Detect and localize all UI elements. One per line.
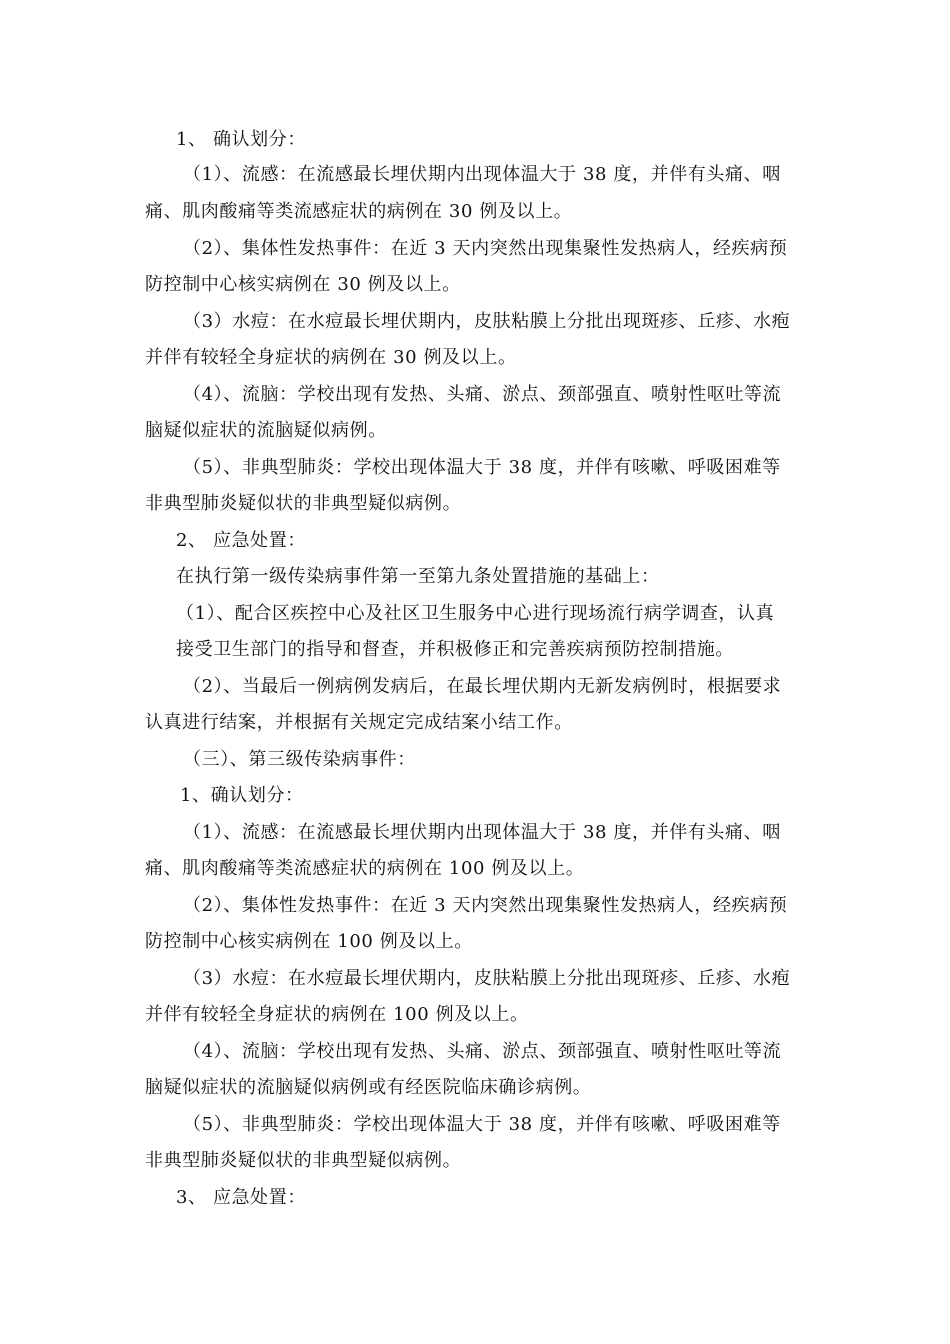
- paragraph-line: 痛、肌肉酸痛等类流感症状的病例在 100 例及以上。: [145, 858, 585, 879]
- paragraph-line: （5）、非典型肺炎：学校出现体温大于 38 度，并伴有咳嗽、呼吸困难等: [183, 1114, 781, 1135]
- paragraph-line: 认真进行结案，并根据有关规定完成结案小结工作。: [145, 712, 573, 733]
- paragraph-line: （5）、非典型肺炎：学校出现体温大于 38 度，并伴有咳嗽、呼吸困难等: [183, 457, 781, 478]
- section-heading: （三）、第三级传染病事件：: [183, 749, 416, 770]
- paragraph-line: 并伴有较轻全身症状的病例在 100 例及以上。: [145, 1004, 529, 1025]
- paragraph-line: （1）、配合区疾控中心及社区卫生服务中心进行现场流行病学调查，认真: [176, 603, 775, 624]
- paragraph-line: 并伴有较轻全身症状的病例在 30 例及以上。: [145, 347, 517, 368]
- paragraph-line: 防控制中心核实病例在 30 例及以上。: [145, 274, 461, 295]
- paragraph-line: （3）水痘：在水痘最长埋伏期内，皮肤粘膜上分批出现斑疹、丘疹、水疱: [183, 968, 791, 989]
- heading-line: 1、确认划分：: [180, 785, 304, 806]
- paragraph-line: （1）、流感：在流感最长埋伏期内出现体温大于 38 度，并伴有头痛、咽: [183, 164, 781, 185]
- heading-line: 3、 应急处置：: [176, 1187, 306, 1208]
- paragraph-line: （4）、流脑：学校出现有发热、头痛、淤点、颈部强直、喷射性呕吐等流: [183, 384, 782, 405]
- paragraph-line: 痛、肌肉酸痛等类流感症状的病例在 30 例及以上。: [145, 201, 573, 222]
- paragraph-line: （2）、集体性发热事件：在近 3 天内突然出现集聚性发热病人，经疾病预: [183, 895, 788, 916]
- heading-line: 2、 应急处置：: [176, 530, 306, 551]
- paragraph-line: 在执行第一级传染病事件第一至第九条处置措施的基础上：: [176, 566, 660, 587]
- paragraph-line: （3）水痘：在水痘最长埋伏期内，皮肤粘膜上分批出现斑疹、丘疹、水疱: [183, 311, 791, 332]
- paragraph-line: （2）、当最后一例病例发病后，在最长埋伏期内无新发病例时，根据要求: [183, 676, 782, 697]
- paragraph-line: 非典型肺炎疑似状的非典型疑似病例。: [145, 493, 462, 514]
- paragraph-line: （4）、流脑：学校出现有发热、头痛、淤点、颈部强直、喷射性呕吐等流: [183, 1041, 782, 1062]
- paragraph-line: 接受卫生部门的指导和督查，并积极修正和完善疾病预防控制措施。: [176, 639, 734, 660]
- paragraph-line: 非典型肺炎疑似状的非典型疑似病例。: [145, 1150, 462, 1171]
- paragraph-line: 脑疑似症状的流脑疑似病例。: [145, 420, 387, 441]
- paragraph-line: （2）、集体性发热事件：在近 3 天内突然出现集聚性发热病人，经疾病预: [183, 238, 788, 259]
- paragraph-line: 脑疑似症状的流脑疑似病例或有经医院临床确诊病例。: [145, 1077, 592, 1098]
- paragraph-line: 防控制中心核实病例在 100 例及以上。: [145, 931, 473, 952]
- paragraph-line: （1）、流感：在流感最长埋伏期内出现体温大于 38 度，并伴有头痛、咽: [183, 822, 781, 843]
- heading-line: 1、 确认划分：: [176, 129, 306, 150]
